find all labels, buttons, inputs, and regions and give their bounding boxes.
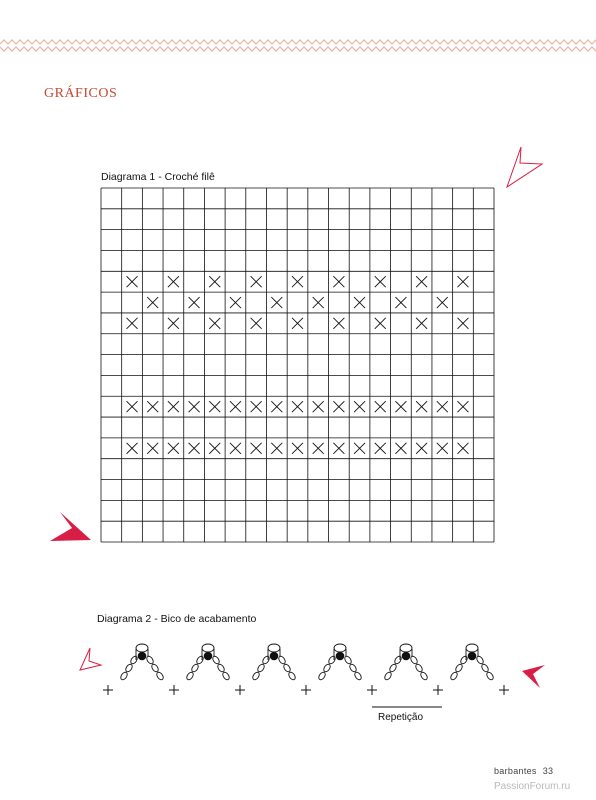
cross-stitch-mark [395,443,406,454]
cross-stitch-mark [147,443,158,454]
cross-stitch-mark [251,276,262,287]
chain-stitch-symbol [449,671,458,681]
chain-stitch-symbol [150,663,159,673]
cross-stitch-mark [333,401,344,412]
picot-motif [185,644,230,681]
diagram2-title: Diagrama 2 - Bico de acabamento [97,613,257,625]
single-crochet-symbol [433,685,443,695]
cross-stitch-mark [271,297,282,308]
cross-stitch-mark [437,401,448,412]
cross-stitch-mark [209,443,220,454]
chain-stitch-symbol [221,671,230,681]
edging-diagram [103,644,509,695]
chain-stitch-symbol [287,671,296,681]
cross-stitch-mark [209,276,220,287]
chain-stitch-symbol [388,663,397,673]
cross-stitch-mark [168,401,179,412]
cross-stitch-mark [313,401,324,412]
cross-stitch-mark [127,318,138,329]
cross-stitch-mark [416,276,427,287]
cross-stitch-mark [209,318,220,329]
chain-stitch-symbol [459,655,468,665]
chain-stitch-symbol [409,655,418,665]
cross-stitch-mark [354,443,365,454]
cross-stitch-mark [375,401,386,412]
single-crochet-symbol [235,685,245,695]
cross-stitch-mark [271,443,282,454]
single-crochet-symbol [301,685,311,695]
cross-stitch-mark [168,276,179,287]
zigzag-line-top [0,40,596,44]
filet-crochet-grid [101,188,494,542]
cross-stitch-mark [189,401,200,412]
cross-stitch-mark [333,443,344,454]
cross-stitch-mark [230,401,241,412]
chain-stitch-symbol [277,655,286,665]
cross-stitch-mark [209,401,220,412]
chain-stitch-symbol [414,663,423,673]
cross-stitch-mark [457,318,468,329]
chain-stitch-symbol [454,663,463,673]
footer-brand: barbantes [494,766,537,776]
cross-stitch-mark [127,276,138,287]
single-crochet-symbol [499,685,509,695]
chain-stitch-symbol [383,671,392,681]
cross-stitch-mark [457,443,468,454]
cross-stitch-mark [230,443,241,454]
cross-stitch-mark [375,443,386,454]
arrow-solid-left [50,512,91,541]
cross-stitch-mark [333,318,344,329]
chain-stitch-symbol [317,671,326,681]
cross-stitch-mark [354,297,365,308]
arrow-solid-right-small [522,665,545,688]
chain-stitch-symbol [190,663,199,673]
chain-stitch-symbol [256,663,265,673]
chain-stitch-symbol [353,671,362,681]
cross-stitch-mark [375,276,386,287]
cross-stitch-mark [354,401,365,412]
cross-stitch-mark [251,401,262,412]
chain-stitch-symbol [185,671,194,681]
cross-stitch-mark [333,276,344,287]
picot-motif [449,644,494,681]
watermark: PassionForum.ru [494,781,571,792]
chain-stitch-symbol [480,663,489,673]
cross-stitch-mark [416,443,427,454]
cross-stitch-mark [416,318,427,329]
picot-motif [383,644,428,681]
picot-motif [119,644,164,681]
chain-stitch-symbol [216,663,225,673]
footer-page-number: 33 [542,766,554,776]
chain-stitch-symbol [119,671,128,681]
zigzag-border [0,40,596,51]
chain-stitch-symbol [145,655,154,665]
cross-stitch-mark [147,297,158,308]
cross-stitch-mark [189,443,200,454]
zigzag-line-bottom [0,47,596,51]
section-title: GRÁFICOS [44,86,118,101]
cross-stitch-mark [395,297,406,308]
cross-stitch-mark [457,401,468,412]
cross-stitch-mark [292,276,303,287]
cross-stitch-mark [230,297,241,308]
chain-stitch-symbol [282,663,291,673]
chain-stitch-symbol [393,655,402,665]
cross-stitch-mark [375,318,386,329]
cross-stitch-mark [292,443,303,454]
chain-stitch-symbol [327,655,336,665]
cross-stitch-mark [457,276,468,287]
cross-stitch-mark [168,443,179,454]
chain-stitch-symbol [343,655,352,665]
page-footer [494,766,559,776]
chain-stitch-symbol [129,655,138,665]
cross-stitch-mark [437,297,448,308]
cross-stitch-mark [127,443,138,454]
single-crochet-symbol [103,685,113,695]
cross-stitch-mark [271,401,282,412]
cross-stitch-mark [292,318,303,329]
cross-stitch-mark [416,401,427,412]
cross-stitch-mark [127,401,138,412]
diagram1-title: Diagrama 1 - Croché filê [101,171,215,183]
repeat-label: Repetição [378,712,424,723]
cross-stitch-mark [437,443,448,454]
chain-stitch-symbol [475,655,484,665]
cross-stitch-mark [395,401,406,412]
arrow-outline-left-small [80,648,101,670]
cross-stitch-mark [189,297,200,308]
chain-stitch-symbol [251,671,260,681]
arrow-outline-top-right [507,147,542,187]
cross-stitch-mark [251,318,262,329]
cross-stitch-mark [313,443,324,454]
cross-stitch-mark [313,297,324,308]
single-crochet-symbol [169,685,179,695]
single-crochet-symbol [367,685,377,695]
cross-stitch-mark [251,443,262,454]
chain-stitch-symbol [485,671,494,681]
cross-stitch-mark [147,401,158,412]
cross-stitch-mark [168,318,179,329]
picot-motif [317,644,362,681]
chain-stitch-symbol [419,671,428,681]
chain-stitch-symbol [155,671,164,681]
chain-stitch-symbol [322,663,331,673]
chain-stitch-symbol [261,655,270,665]
chain-stitch-symbol [124,663,133,673]
chain-stitch-symbol [348,663,357,673]
picot-motif [251,644,296,681]
chain-stitch-symbol [211,655,220,665]
chain-stitch-symbol [195,655,204,665]
cross-stitch-mark [292,401,303,412]
